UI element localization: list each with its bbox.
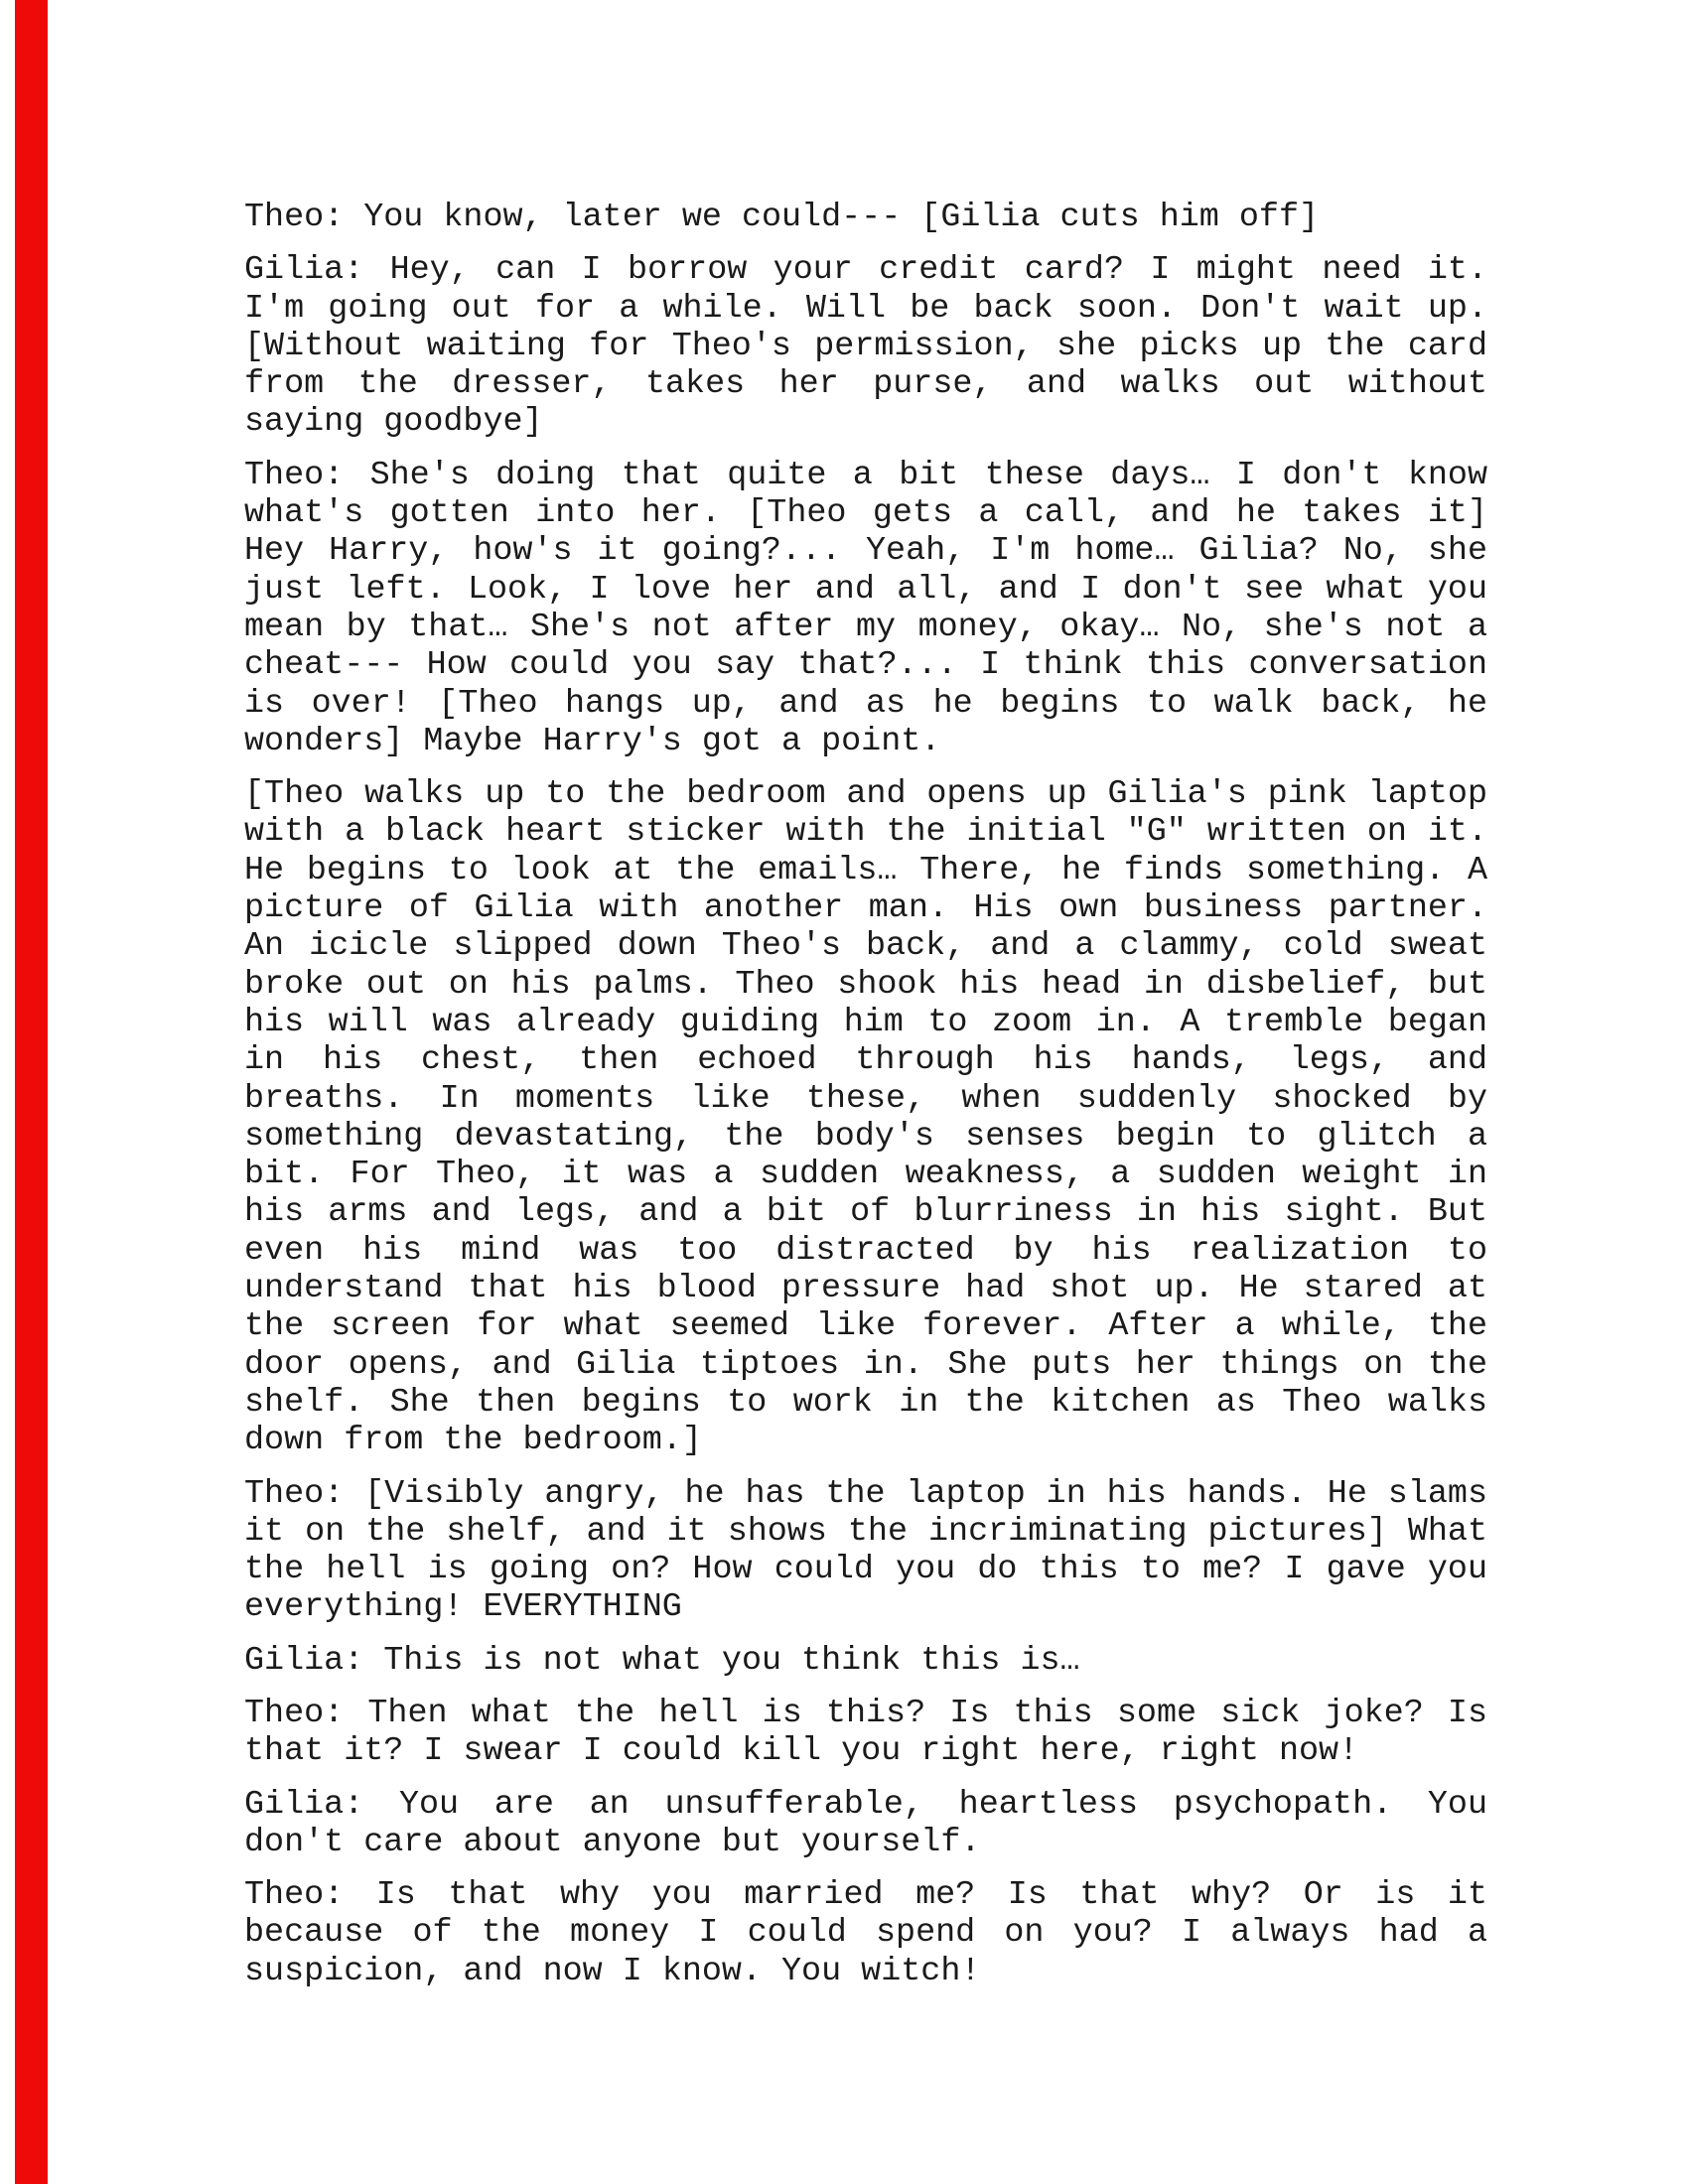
text-line: saying goodbye] xyxy=(244,403,543,442)
text-line: [Theo walks up to the bedroom and opens up Gilia's pink laptop xyxy=(244,775,1487,814)
text-line: cheat--- How could you say that?... I think this conversation xyxy=(244,646,1487,685)
text-line: his arms and legs, and a bit of blurriness in his sight. But xyxy=(244,1193,1487,1232)
paragraph xyxy=(244,1475,1487,1627)
text-line: bit. For Theo, it was a sudden weakness, a sudden weight in xyxy=(244,1156,1487,1194)
text-line: down from the bedroom.] xyxy=(244,1422,702,1460)
text-line: suspicion, and now I know. You witch! xyxy=(244,1952,981,1990)
text-line: Theo: She's doing that quite a bit these days… I don't know xyxy=(244,456,1487,494)
text-line: from the dresser, takes her purse, and walks out without xyxy=(244,365,1487,404)
paragraph xyxy=(244,1695,1487,1771)
text-line: shelf. She then begins to work in the kitchen as Theo walks xyxy=(244,1383,1487,1422)
text-line: even his mind was too distracted by his realization to xyxy=(244,1231,1487,1270)
paragraph xyxy=(244,1876,1487,1990)
text-line: the screen for what seemed like forever. After a while, the xyxy=(244,1307,1487,1346)
paragraph xyxy=(244,199,1487,236)
text-line: Gilia: This is not what you think this is… xyxy=(244,1641,1080,1680)
text-line: just left. Look, I love her and all, and I don't see what you xyxy=(244,570,1487,609)
text-line: breaths. In moments like these, when suddenly shocked by xyxy=(244,1079,1487,1118)
paragraph xyxy=(244,775,1487,1459)
paragraph xyxy=(244,1642,1487,1680)
text-line: that it? I swear I could kill you right here, right now! xyxy=(244,1732,1359,1771)
text-line: Hey Harry, how's it going?... Yeah, I'm home… Gilia? No, she xyxy=(244,532,1487,571)
script-text xyxy=(244,199,1487,2005)
text-line: An icicle slipped down Theo's back, and a clammy, cold sweat xyxy=(244,927,1487,966)
text-line: broke out on his palms. Theo shook his head in disbelief, but xyxy=(244,965,1487,1004)
red-change-bar xyxy=(15,0,48,2184)
text-line: understand that his blood pressure had shot up. He stared at xyxy=(244,1270,1487,1308)
text-line: door opens, and Gilia tiptoes in. She puts her things on the xyxy=(244,1345,1487,1384)
text-line: everything! EVERYTHING xyxy=(244,1588,682,1627)
text-line: his will was already guiding him to zoom in. A tremble began xyxy=(244,1003,1487,1041)
text-line: don't care about anyone but yourself. xyxy=(244,1823,981,1861)
text-line: what's gotten into her. [Theo gets a call, and he takes it] xyxy=(244,494,1487,533)
text-line: [Without waiting for Theo's permission, she picks up the card xyxy=(244,327,1487,365)
text-line: Gilia: You are an unsufferable, heartless psychopath. You xyxy=(244,1785,1487,1824)
paragraph xyxy=(244,457,1487,760)
text-line: I'm going out for a while. Will be back soon. Don't wait up. xyxy=(244,289,1487,328)
paragraph xyxy=(244,251,1487,441)
text-line: Theo: You know, later we could--- [Gilia cuts him off] xyxy=(244,199,1320,236)
text-line: Theo: Is that why you married me? Is that why? Or is it xyxy=(244,1876,1487,1915)
paragraph xyxy=(244,1786,1487,1862)
text-line: the hell is going on? How could you do this to me? I gave you xyxy=(244,1551,1487,1589)
text-line: it on the shelf, and it shows the incriminating pictures] What xyxy=(244,1512,1487,1551)
text-line: is over! [Theo hangs up, and as he begins to walk back, he xyxy=(244,684,1487,723)
text-line: He begins to look at the emails… There, he finds something. A xyxy=(244,851,1487,889)
text-line: picture of Gilia with another man. His own business partner. xyxy=(244,889,1487,928)
text-line: Theo: [Visibly angry, he has the laptop in his hands. He slams xyxy=(244,1474,1487,1513)
text-line: Theo: Then what the hell is this? Is this some sick joke? Is xyxy=(244,1694,1487,1732)
text-line: something devastating, the body's senses begin to glitch a xyxy=(244,1117,1487,1156)
text-line: wonders] Maybe Harry's got a point. xyxy=(244,722,941,760)
text-line: in his chest, then echoed through his hands, legs, and xyxy=(244,1041,1487,1080)
text-line: because of the money I could spend on you? I always had a xyxy=(244,1914,1487,1953)
text-line: Gilia: Hey, can I borrow your credit card? I might need it. xyxy=(244,251,1487,290)
text-line: with a black heart sticker with the initial "G" written on it. xyxy=(244,813,1487,852)
text-line: mean by that… She's not after my money, okay… No, she's not a xyxy=(244,608,1487,646)
